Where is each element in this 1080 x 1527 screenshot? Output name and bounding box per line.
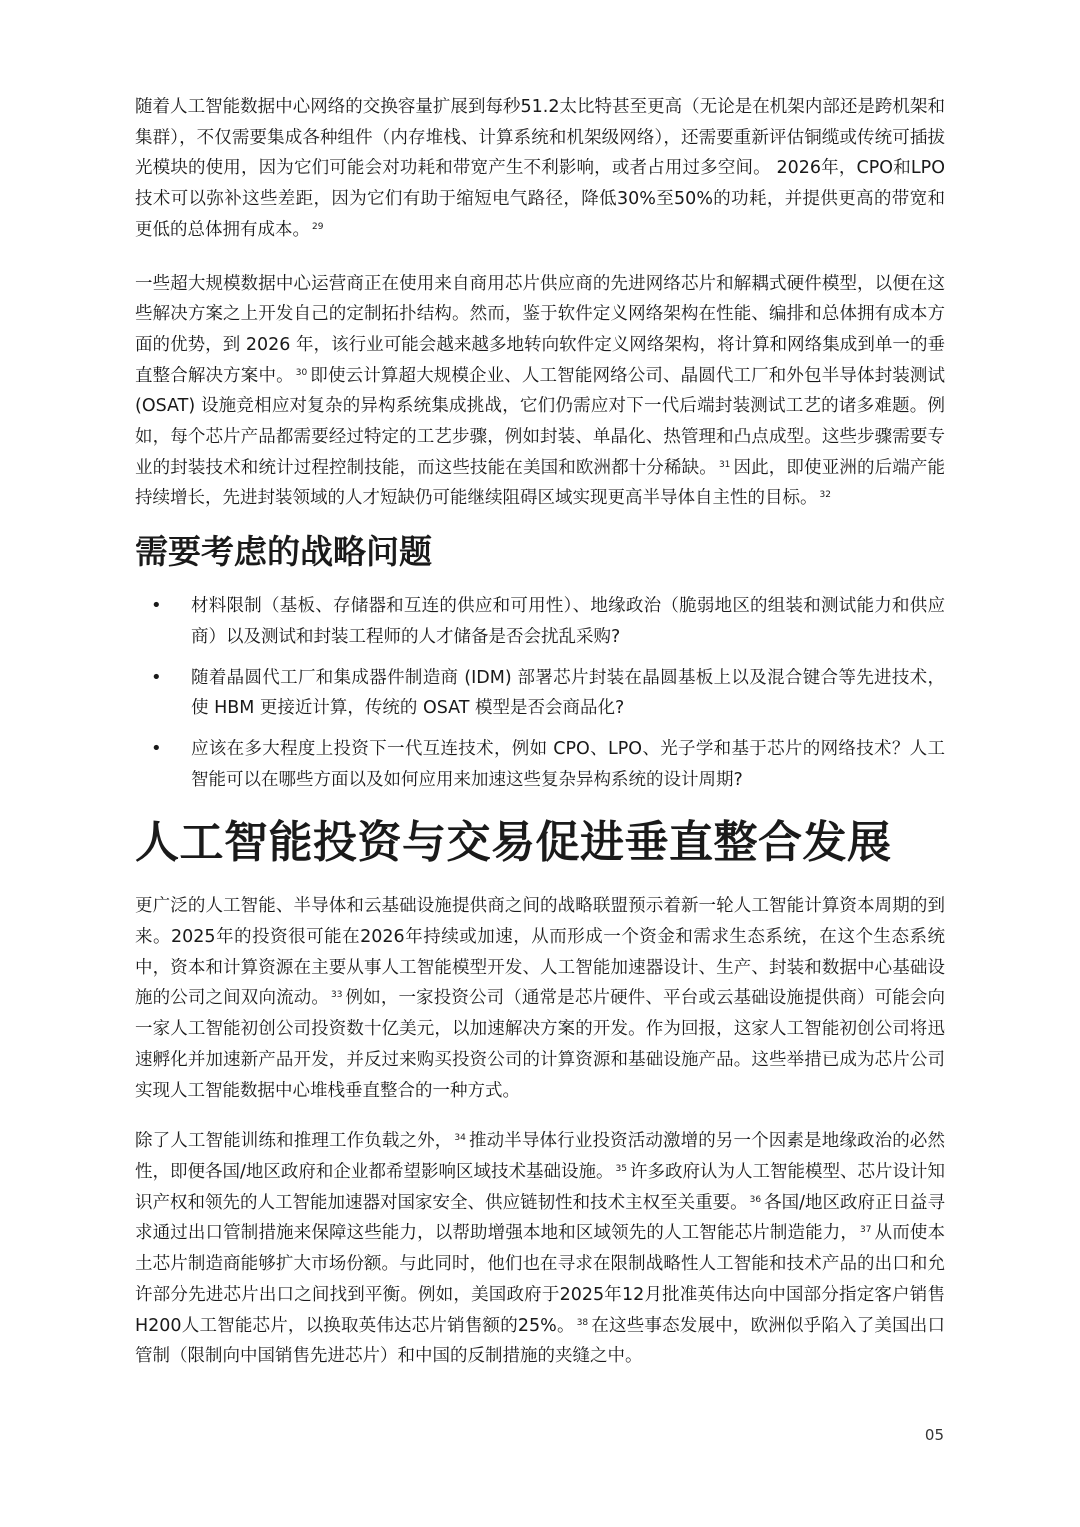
paragraph-text: 随着人工智能数据中心网络的交换容量扩展到每秒51.2太比特甚至更高（无论是在机架内部还是跨机架和集群），不仅需要集成各种组件（内存堆栈、计算系统和机架级网络），还需要重新评估铜缆或传统可插拔光模块的使用，因为它们可能会对功耗和带宽产生不利影响，或者占用过多空间。 2026年，CPO和LPO技术可以弥补这些差距，因为它们有助于缩短电气路径，降低30%至50%的功耗，并提供更高的带宽和更低的总体拥有成本。 [135, 97, 945, 240]
paragraph-cpo-lpo [135, 92, 945, 246]
footnote-ref[interactable]: 35 [615, 1163, 627, 1174]
paragraph-alliances [135, 891, 945, 1106]
strategic-questions-list [135, 591, 945, 795]
paragraph-geopolitics [135, 1126, 945, 1372]
bullet-icon: • [151, 595, 162, 617]
footnote-ref[interactable]: 36 [749, 1194, 762, 1205]
section-heading: 需要考虑的战略问题 [135, 532, 432, 572]
paragraph-hyperscaler-networking [135, 269, 945, 515]
footnote-ref[interactable]: 32 [819, 490, 831, 501]
paragraph-text: 因此，即使亚洲的后端产能持续增长，先进封装领域的人才短缺仍可能继续阻碍区域实现更高半导体自主性的目标。 [135, 457, 946, 509]
paragraph-text: 除了人工智能训练和推理工作负载之外， [135, 1131, 453, 1152]
footnote-ref[interactable]: 29 [312, 221, 324, 232]
list-item-text: 材料限制（基板、存储器和互连的供应和可用性）、地缘政治（脆弱地区的组装和测试能力和供应商）以及测试和封装工程师的人才储备是否会扰乱采购? [191, 596, 945, 647]
paragraph-text: 即使云计算超大规模企业、人工智能网络公司、晶圆代工厂和外包半导体封装测试 (OSAT) 设施竞相应对复杂的异构系统集成挑战，它们仍需应对下一代后端封装测试工艺的诸多难题。例如，每个芯片产品都需要经过特定的工艺步骤，例如封装、单晶化、热管理和凸点成型。这些步骤需要专业的封装技术和统计过程控制技能，而这些技能在美国和欧洲都十分稀缺。 [135, 365, 946, 478]
list-item [135, 734, 945, 795]
major-heading: 人工智能投资与交易促进垂直整合发展 [135, 817, 892, 869]
footnote-ref[interactable]: 37 [860, 1225, 872, 1236]
paragraph-text: 一些超大规模数据中心运营商正在使用来自商用芯片供应商的先进网络芯片和解耦式硬件模型，以便在这些解决方案之上开发自己的定制拓扑结构。然而，鉴于软件定义网络架构在性能、编排和总体拥有成本方面的优势，到 2026 年，该行业可能会越来越多地转向软件定义网络架构，将计算和网络集成到单一的垂直整合解决方案中。 [135, 273, 945, 386]
footnote-ref[interactable]: 33 [330, 990, 343, 1001]
paragraph-text: 在这些事态发展中，欧洲似乎陷入了美国出口管制（限制向中国销售先进芯片）和中国的反制措施的夹缝之中。 [135, 1315, 945, 1367]
list-item-text: 应该在多大程度上投资下一代互连技术，例如 CPO、LPO、光子学和基于芯片的网络技术？人工智能可以在哪些方面以及如何应用来加速这些复杂异构系统的设计周期? [191, 738, 945, 790]
list-item [135, 663, 945, 724]
paragraph-text: 各国/地区政府正日益寻求通过出口管制措施来保障这些能力，以帮助增强本地和区域领先的人工智能芯片制造能力， [135, 1192, 945, 1244]
paragraph-text: 例如，一家投资公司（通常是芯片硬件、平台或云基础设施提供商）可能会向一家人工智能初创公司投资数十亿美元，以加速解决方案的开发。作为回报，这家人工智能初创公司将迅速孵化并加速新产品开发，并反过来购买投资公司的计算资源和基础设施产品。这些举措已成为芯片公司实现人工智能数据中心堆栈垂直整合的一种方式。 [135, 988, 946, 1101]
footnote-ref[interactable]: 30 [295, 367, 308, 378]
paragraph-text: 许多政府认为人工智能模型、芯片设计知识产权和领先的人工智能加速器对国家安全、供应链韧性和技术主权至关重要。 [135, 1161, 945, 1213]
footnote-ref[interactable]: 34 [454, 1133, 466, 1144]
page-content [135, 92, 945, 1372]
paragraph-text: 更广泛的人工智能、半导体和云基础设施提供商之间的战略联盟预示着新一轮人工智能计算资本周期的到来。2025年的投资很可能在2026年持续或加速，从而形成一个资金和需求生态系统，在这个生态系统中，资本和计算资源在主要从事人工智能模型开发、人工智能加速器设计、生产、封装和数据中心基础设施的公司之间双向流动。 [135, 896, 945, 1009]
list-item [135, 591, 945, 652]
bullet-icon: • [151, 737, 162, 759]
paragraph-text: 推动半导体行业投资活动激增的另一个因素是地缘政治的必然性，即便各国/地区政府和企业都希望影响区域技术基础设施。 [135, 1131, 946, 1182]
page-number: 05 [924, 1426, 944, 1444]
list-item-text: 随着晶圆代工厂和集成器件制造商 (IDM) 部署芯片封装在晶圆基板上以及混合键合等先进技术，使 HBM 更接近计算，传统的 OSAT 模型是否会商品化? [191, 667, 945, 719]
footnote-ref[interactable]: 38 [576, 1317, 589, 1328]
bullet-icon: • [151, 666, 162, 688]
footnote-ref[interactable]: 31 [718, 459, 731, 470]
paragraph-text: 从而使本土芯片制造商能够扩大市场份额。与此同时，他们也在寻求在限制战略性人工智能和技术产品的出口和允许部分先进芯片出口之间找到平衡。例如，美国政府于2025年12月批准英伟达向中国部分指定客户销售H200人工智能芯片，以换取英伟达芯片销售额的25%。 [135, 1223, 946, 1336]
